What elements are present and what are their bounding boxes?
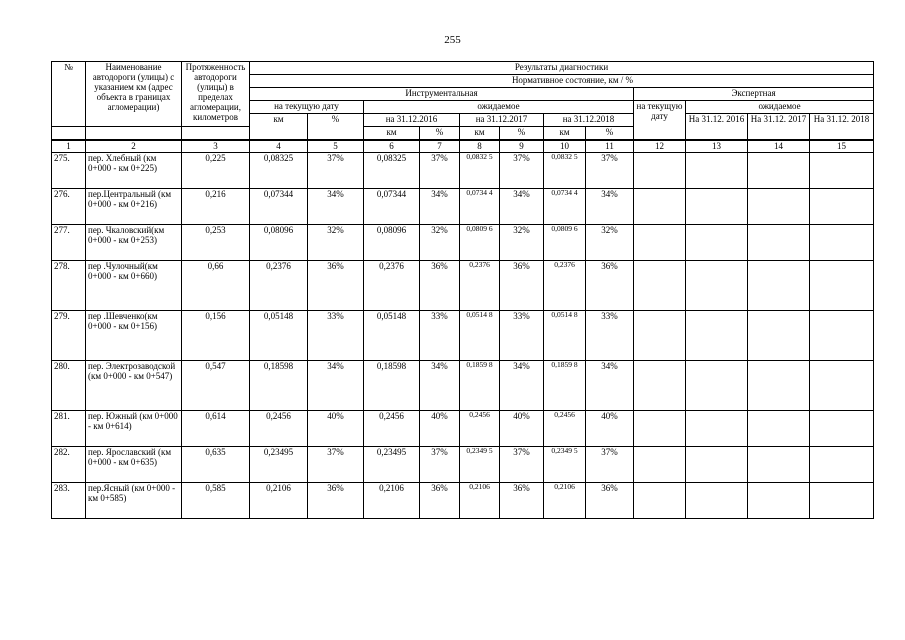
cell-expert-empty bbox=[686, 225, 748, 261]
cell-y2017-pct: 34% bbox=[500, 361, 544, 411]
cell-expert-empty bbox=[748, 483, 810, 519]
header-current-date: на текущую дату bbox=[250, 101, 364, 114]
cell-expert-empty bbox=[748, 189, 810, 225]
cell-y2018-km: 0,1859 8 bbox=[544, 361, 586, 411]
cell-idx: 283. bbox=[52, 483, 86, 519]
cell-expert-empty bbox=[686, 153, 748, 189]
cell-cur-pct: 34% bbox=[308, 361, 364, 411]
cell-y2018-km: 0,2376 bbox=[544, 261, 586, 311]
cell-y2016-km: 0,08096 bbox=[364, 225, 420, 261]
cell-expert-empty bbox=[810, 447, 874, 483]
cell-y2016-km: 0,2106 bbox=[364, 483, 420, 519]
cell-expert-empty bbox=[748, 311, 810, 361]
cell-name: пер .Чулочный(км 0+000 - км 0+660) bbox=[86, 261, 182, 311]
cell-length: 0,225 bbox=[182, 153, 250, 189]
cell-idx: 281. bbox=[52, 411, 86, 447]
header-road-name: Наименование автодороги (улицы) с указанием км (адрес объекта в границах агломерации) bbox=[86, 62, 182, 127]
cell-name: пер.Ясный (км 0+000 - км 0+585) bbox=[86, 483, 182, 519]
cell-expert-empty bbox=[634, 411, 686, 447]
cell-cur-km: 0,05148 bbox=[250, 311, 308, 361]
cell-y2017-pct: 37% bbox=[500, 447, 544, 483]
cell-cur-km: 0,08325 bbox=[250, 153, 308, 189]
header-instrumental: Инструментальная bbox=[250, 88, 634, 101]
header-exp-2018: На 31.12. 2018 bbox=[810, 114, 874, 141]
cell-expert-empty bbox=[810, 261, 874, 311]
table-row bbox=[52, 225, 874, 261]
cell-length: 0,156 bbox=[182, 311, 250, 361]
cell-idx: 275. bbox=[52, 153, 86, 189]
cell-cur-km: 0,2376 bbox=[250, 261, 308, 311]
cell-length: 0,216 bbox=[182, 189, 250, 225]
cell-y2017-km: 0,0809 6 bbox=[460, 225, 500, 261]
cell-cur-pct: 32% bbox=[308, 225, 364, 261]
cell-y2016-km: 0,23495 bbox=[364, 447, 420, 483]
column-number: 3 bbox=[182, 140, 250, 153]
cell-y2018-pct: 36% bbox=[586, 483, 634, 519]
cell-y2017-pct: 37% bbox=[500, 153, 544, 189]
cell-y2016-km: 0,2376 bbox=[364, 261, 420, 311]
header-current-date-expert: на текущую дату bbox=[634, 101, 686, 141]
cell-y2016-km: 0,07344 bbox=[364, 189, 420, 225]
header-2018-pct: % bbox=[586, 127, 634, 141]
cell-y2016-pct: 37% bbox=[420, 447, 460, 483]
header-cur-pct: % bbox=[308, 114, 364, 141]
cell-y2018-pct: 37% bbox=[586, 153, 634, 189]
column-number: 7 bbox=[420, 140, 460, 153]
column-number: 6 bbox=[364, 140, 420, 153]
cell-y2018-km: 0,2349 5 bbox=[544, 447, 586, 483]
cell-y2018-pct: 33% bbox=[586, 311, 634, 361]
cell-expert-empty bbox=[686, 261, 748, 311]
cell-expert-empty bbox=[686, 483, 748, 519]
cell-expert-empty bbox=[686, 189, 748, 225]
cell-expert-empty bbox=[810, 361, 874, 411]
cell-cur-km: 0,07344 bbox=[250, 189, 308, 225]
cell-length: 0,614 bbox=[182, 411, 250, 447]
cell-expert-empty bbox=[748, 153, 810, 189]
column-number: 14 bbox=[748, 140, 810, 153]
cell-cur-pct: 40% bbox=[308, 411, 364, 447]
cell-expert-empty bbox=[634, 261, 686, 311]
header-2018-km: км bbox=[544, 127, 586, 141]
cell-y2018-km: 0,2456 bbox=[544, 411, 586, 447]
cell-y2017-pct: 34% bbox=[500, 189, 544, 225]
header-2016-pct: % bbox=[420, 127, 460, 141]
cell-idx: 276. bbox=[52, 189, 86, 225]
cell-expert-empty bbox=[810, 225, 874, 261]
column-number: 8 bbox=[460, 140, 500, 153]
header-cur-km: км bbox=[250, 114, 308, 141]
cell-cur-km: 0,18598 bbox=[250, 361, 308, 411]
cell-cur-km: 0,2106 bbox=[250, 483, 308, 519]
cell-idx: 279. bbox=[52, 311, 86, 361]
cell-y2016-pct: 32% bbox=[420, 225, 460, 261]
cell-y2018-km: 0,0832 5 bbox=[544, 153, 586, 189]
cell-y2018-km: 0,0514 8 bbox=[544, 311, 586, 361]
column-number: 5 bbox=[308, 140, 364, 153]
cell-expert-empty bbox=[686, 311, 748, 361]
cell-expert-empty bbox=[748, 225, 810, 261]
cell-idx: 278. bbox=[52, 261, 86, 311]
cell-y2017-km: 0,2376 bbox=[460, 261, 500, 311]
cell-expert-empty bbox=[686, 447, 748, 483]
column-number: 9 bbox=[500, 140, 544, 153]
cell-cur-pct: 37% bbox=[308, 153, 364, 189]
header-norm-state: Нормативное состояние, км / % bbox=[250, 75, 874, 88]
cell-expert-empty bbox=[634, 311, 686, 361]
header-expected: ожидаемое bbox=[364, 101, 634, 114]
cell-y2017-km: 0,1859 8 bbox=[460, 361, 500, 411]
cell-y2017-km: 0,0734 4 bbox=[460, 189, 500, 225]
cell-expert-empty bbox=[748, 261, 810, 311]
cell-y2016-pct: 34% bbox=[420, 361, 460, 411]
cell-name: пер. Электрозаводской (км 0+000 - км 0+547) bbox=[86, 361, 182, 411]
cell-cur-pct: 36% bbox=[308, 261, 364, 311]
cell-y2018-pct: 36% bbox=[586, 261, 634, 311]
header-date-2016: на 31.12.2016 bbox=[364, 114, 460, 127]
column-number: 11 bbox=[586, 140, 634, 153]
cell-y2018-pct: 40% bbox=[586, 411, 634, 447]
column-number: 4 bbox=[250, 140, 308, 153]
header-exp-2016: На 31.12. 2016 bbox=[686, 114, 748, 141]
table-row bbox=[52, 447, 874, 483]
cell-y2016-km: 0,18598 bbox=[364, 361, 420, 411]
table-row bbox=[52, 361, 874, 411]
cell-y2017-km: 0,0514 8 bbox=[460, 311, 500, 361]
cell-y2017-km: 0,2349 5 bbox=[460, 447, 500, 483]
table-row bbox=[52, 311, 874, 361]
column-number: 2 bbox=[86, 140, 182, 153]
cell-y2018-pct: 32% bbox=[586, 225, 634, 261]
cell-y2016-km: 0,2456 bbox=[364, 411, 420, 447]
header-date-2017: на 31.12.2017 bbox=[460, 114, 544, 127]
cell-idx: 277. bbox=[52, 225, 86, 261]
cell-y2016-km: 0,08325 bbox=[364, 153, 420, 189]
table-row bbox=[52, 189, 874, 225]
cell-expert-empty bbox=[634, 361, 686, 411]
cell-expert-empty bbox=[748, 411, 810, 447]
cell-cur-km: 0,08096 bbox=[250, 225, 308, 261]
cell-y2017-pct: 40% bbox=[500, 411, 544, 447]
cell-cur-km: 0,2456 bbox=[250, 411, 308, 447]
cell-expert-empty bbox=[748, 447, 810, 483]
page-number: 255 bbox=[444, 34, 461, 46]
header-expected-expert: ожидаемое bbox=[686, 101, 874, 114]
column-number: 10 bbox=[544, 140, 586, 153]
cell-expert-empty bbox=[634, 447, 686, 483]
cell-cur-km: 0,23495 bbox=[250, 447, 308, 483]
cell-length: 0,253 bbox=[182, 225, 250, 261]
cell-name: пер.Центральный (км 0+000 - км 0+216) bbox=[86, 189, 182, 225]
cell-expert-empty bbox=[810, 153, 874, 189]
cell-idx: 282. bbox=[52, 447, 86, 483]
header-exp-2017: На 31.12. 2017 bbox=[748, 114, 810, 141]
cell-cur-pct: 36% bbox=[308, 483, 364, 519]
cell-y2018-pct: 34% bbox=[586, 189, 634, 225]
cell-y2017-pct: 36% bbox=[500, 483, 544, 519]
cell-cur-pct: 33% bbox=[308, 311, 364, 361]
table-body bbox=[52, 153, 874, 519]
table-row bbox=[52, 483, 874, 519]
cell-y2016-pct: 37% bbox=[420, 153, 460, 189]
header-length: Протяженность автодороги (улицы) в пределах агломерации, километров bbox=[182, 62, 250, 127]
cell-expert-empty bbox=[686, 361, 748, 411]
cell-expert-empty bbox=[634, 483, 686, 519]
cell-expert-empty bbox=[634, 225, 686, 261]
column-numbers-row bbox=[52, 140, 874, 153]
cell-expert-empty bbox=[634, 153, 686, 189]
cell-y2016-pct: 34% bbox=[420, 189, 460, 225]
cell-y2017-km: 0,0832 5 bbox=[460, 153, 500, 189]
table-row bbox=[52, 261, 874, 311]
cell-idx: 280. bbox=[52, 361, 86, 411]
cell-y2018-km: 0,0809 6 bbox=[544, 225, 586, 261]
header-2017-pct: % bbox=[500, 127, 544, 141]
header-results: Результаты диагностики bbox=[250, 62, 874, 75]
diagnostics-table bbox=[51, 61, 874, 519]
cell-expert-empty bbox=[810, 311, 874, 361]
cell-y2018-pct: 37% bbox=[586, 447, 634, 483]
header-2016-km: км bbox=[364, 127, 420, 141]
cell-y2018-pct: 34% bbox=[586, 361, 634, 411]
cell-name: пер .Шевченко(км 0+000 - км 0+156) bbox=[86, 311, 182, 361]
cell-length: 0,585 bbox=[182, 483, 250, 519]
cell-y2016-pct: 33% bbox=[420, 311, 460, 361]
header-date-2018: на 31.12.2018 bbox=[544, 114, 634, 127]
cell-length: 0,547 bbox=[182, 361, 250, 411]
cell-cur-pct: 34% bbox=[308, 189, 364, 225]
cell-expert-empty bbox=[748, 361, 810, 411]
cell-name: пер. Чкаловский(км 0+000 - км 0+253) bbox=[86, 225, 182, 261]
cell-y2016-pct: 40% bbox=[420, 411, 460, 447]
cell-y2018-km: 0,2106 bbox=[544, 483, 586, 519]
cell-y2017-pct: 36% bbox=[500, 261, 544, 311]
column-number: 13 bbox=[686, 140, 748, 153]
cell-y2017-pct: 33% bbox=[500, 311, 544, 361]
cell-cur-pct: 37% bbox=[308, 447, 364, 483]
header-num: № bbox=[52, 62, 86, 127]
cell-expert-empty bbox=[810, 483, 874, 519]
column-number: 1 bbox=[52, 140, 86, 153]
cell-y2016-km: 0,05148 bbox=[364, 311, 420, 361]
cell-y2017-pct: 32% bbox=[500, 225, 544, 261]
cell-name: пер. Южный (км 0+000 - км 0+614) bbox=[86, 411, 182, 447]
column-number: 15 bbox=[810, 140, 874, 153]
header-expert: Экспертная bbox=[634, 88, 874, 101]
cell-expert-empty bbox=[686, 411, 748, 447]
cell-expert-empty bbox=[810, 189, 874, 225]
cell-length: 0,635 bbox=[182, 447, 250, 483]
cell-name: пер. Хлебный (км 0+000 - км 0+225) bbox=[86, 153, 182, 189]
cell-y2017-km: 0,2456 bbox=[460, 411, 500, 447]
cell-y2017-km: 0,2106 bbox=[460, 483, 500, 519]
cell-length: 0,66 bbox=[182, 261, 250, 311]
cell-name: пер. Ярославский (км 0+000 - км 0+635) bbox=[86, 447, 182, 483]
cell-y2016-pct: 36% bbox=[420, 483, 460, 519]
table-row bbox=[52, 153, 874, 189]
column-number: 12 bbox=[634, 140, 686, 153]
cell-y2018-km: 0,0734 4 bbox=[544, 189, 586, 225]
header-2017-km: км bbox=[460, 127, 500, 141]
cell-expert-empty bbox=[634, 189, 686, 225]
cell-y2016-pct: 36% bbox=[420, 261, 460, 311]
table-row bbox=[52, 411, 874, 447]
cell-expert-empty bbox=[810, 411, 874, 447]
